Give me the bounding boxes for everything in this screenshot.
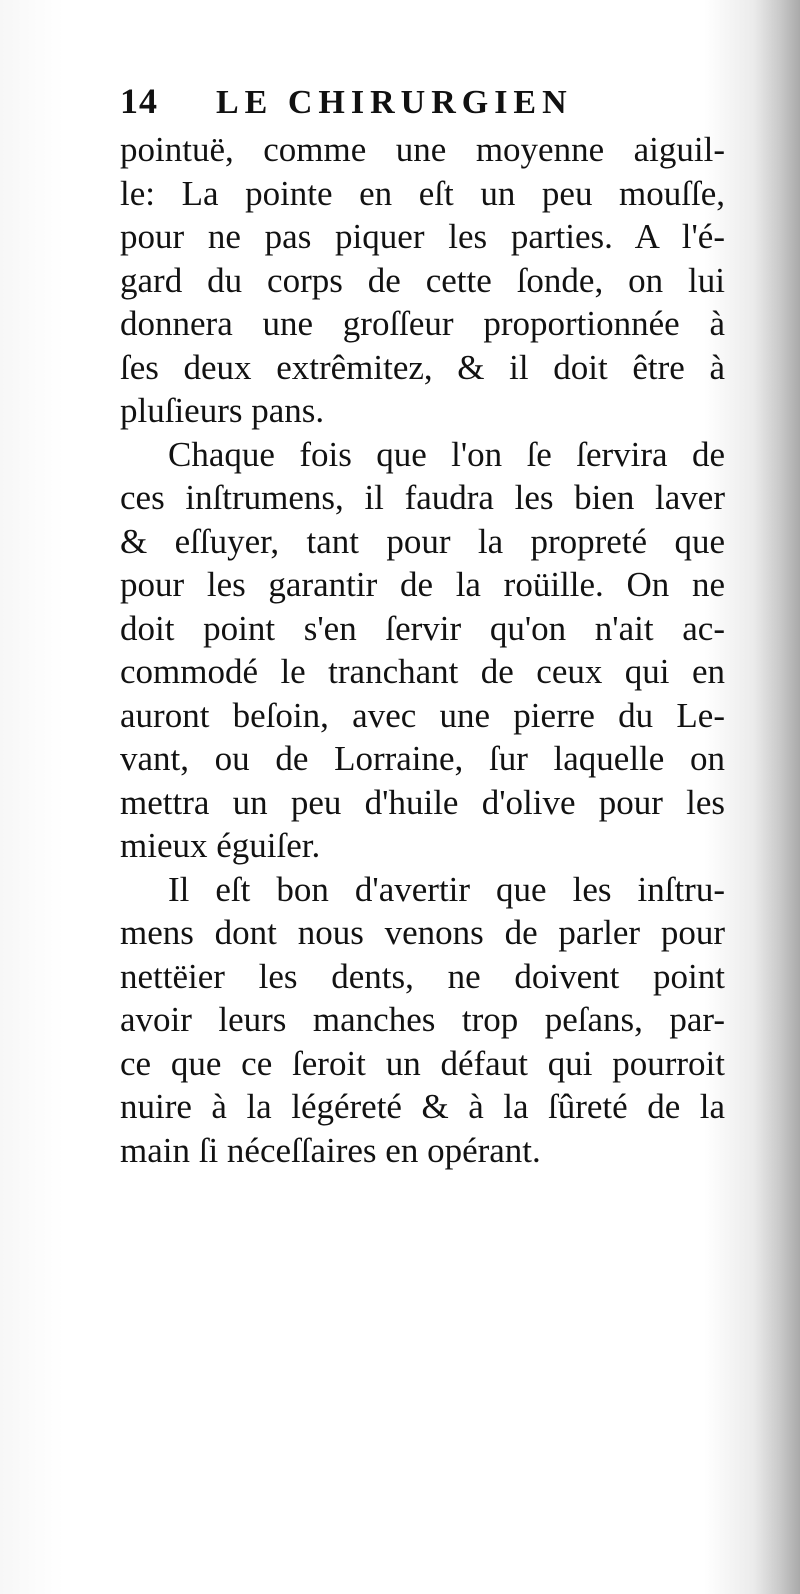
- running-head: LE CHIRURGIEN: [216, 84, 573, 121]
- text-line: nuire à la légéreté & à la ſûreté de la: [120, 1087, 725, 1126]
- text-line: Il eſt bon d'avertir que les inſtru-: [168, 869, 725, 909]
- text-line: Chaque fois que l'on ſe ſervira de: [168, 434, 725, 474]
- text-line: vant, ou de Lorraine, ſur laquelle on: [120, 739, 725, 778]
- text-line: donnera une groſſeur proportionnée à: [120, 304, 725, 343]
- text-line: & eſſuyer, tant pour la propreté que: [120, 521, 725, 561]
- body-text: [120, 128, 725, 1188]
- page-gutter-shadow: [754, 0, 800, 1594]
- text-line: pour les garantir de la roüille. On ne: [120, 565, 725, 604]
- text-line: mieux éguiſer.: [120, 826, 321, 865]
- text-line: main ſi néceſſaires en opérant.: [120, 1130, 541, 1170]
- text-line: pluſieurs pans.: [120, 391, 325, 430]
- text-line: ces inſtrumens, il faudra les bien laver: [120, 478, 725, 517]
- text-line: mettra un peu d'huile d'olive pour les: [120, 782, 725, 822]
- text-line: ſes deux extrêmitez, & il doit être à: [120, 347, 725, 387]
- text-line: le: La pointe en eſt un peu mouſſe,: [120, 173, 725, 213]
- text-line: ce que ce ſeroit un défaut qui pourroit: [120, 1043, 725, 1083]
- text-line: pointuë, comme une moyenne aiguil-: [120, 130, 725, 169]
- text-line: pour ne pas piquer les parties. A l'é-: [120, 217, 725, 256]
- text-line: mens dont nous venons de parler pour: [120, 913, 725, 952]
- text-line: commodé le tranchant de ceux qui en: [120, 652, 725, 691]
- page-header: [120, 80, 740, 128]
- text-line: avoir leurs manches trop peſans, par-: [120, 1000, 725, 1039]
- page-number: 14: [120, 81, 158, 121]
- text-line: gard du corps de cette ſonde, on lui: [120, 260, 725, 300]
- text-line: nettëier les dents, ne doivent point: [120, 956, 725, 996]
- text-line: doit point s'en ſervir qu'on n'ait ac-: [120, 608, 725, 648]
- text-line: auront beſoin, avec une pierre du Le-: [120, 695, 725, 735]
